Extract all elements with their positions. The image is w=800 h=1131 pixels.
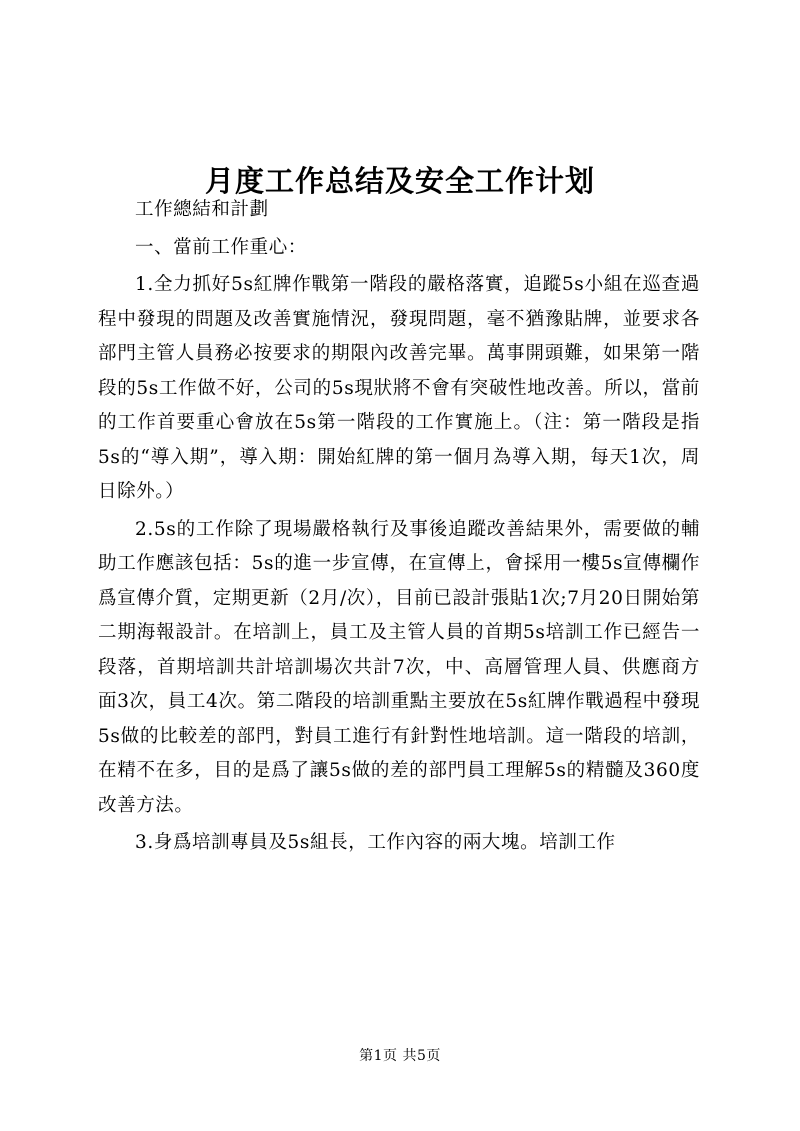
paragraph-item-2: 2.5s的工作除了現場嚴格執行及事後追蹤改善結果外，需要做的輔助工作應該包括：5s的進一步宣傳，在宣傳上，會採用一樓5s宣傳欄作爲宣傳介質，定期更新（2月/次），目前已設計張貼1次;7月20日開始第二期海報設計。在培訓上，員工及主管人員的首期5s培訓工作已經告一段落，首期培訓共計培訓場次共計7次，中、高層管理人員、供應商方面3次，員工4次。第二階段的培訓重點主要放在5s紅牌作戰過程中發現5s做的比較差的部門，對員工進行有針對性地培訓。這一階段的培訓，在精不在多，目的是爲了讓5s做的差的部門員工理解5s的精髓及360度改善方法。	[98, 518, 700, 816]
paragraph-item-3: 3.身爲培訓專員及5s組長，工作內容的兩大塊。培訓工作	[135, 832, 616, 853]
paragraph-section-title: 一、當前工作重心：	[135, 236, 307, 258]
page-number-footer: 第1页 共5页	[359, 1048, 441, 1064]
document-title: 月度工作总结及安全工作计划	[204, 164, 595, 199]
document-body	[98, 193, 700, 861]
paragraph-heading: 工作總結和計劃	[135, 199, 269, 220]
paragraph-item-1: 1.全力抓好5s紅牌作戰第一階段的嚴格落實，追蹤5s小組在巡查過程中發現的問題及改善實施情況，發現問題，毫不猶豫貼牌，並要求各部門主管人員務必按要求的期限內改善完畢。萬事開頭難，如果第一階段的5s工作做不好，公司的5s現狀將不會有突破性地改善。所以，當前的工作首要重心會放在5s第一階段的工作實施上。（注：第一階段是指5s的“導入期”，導入期：開始紅牌的第一個月為導入期，每天1次，周日除外。）	[98, 274, 700, 502]
